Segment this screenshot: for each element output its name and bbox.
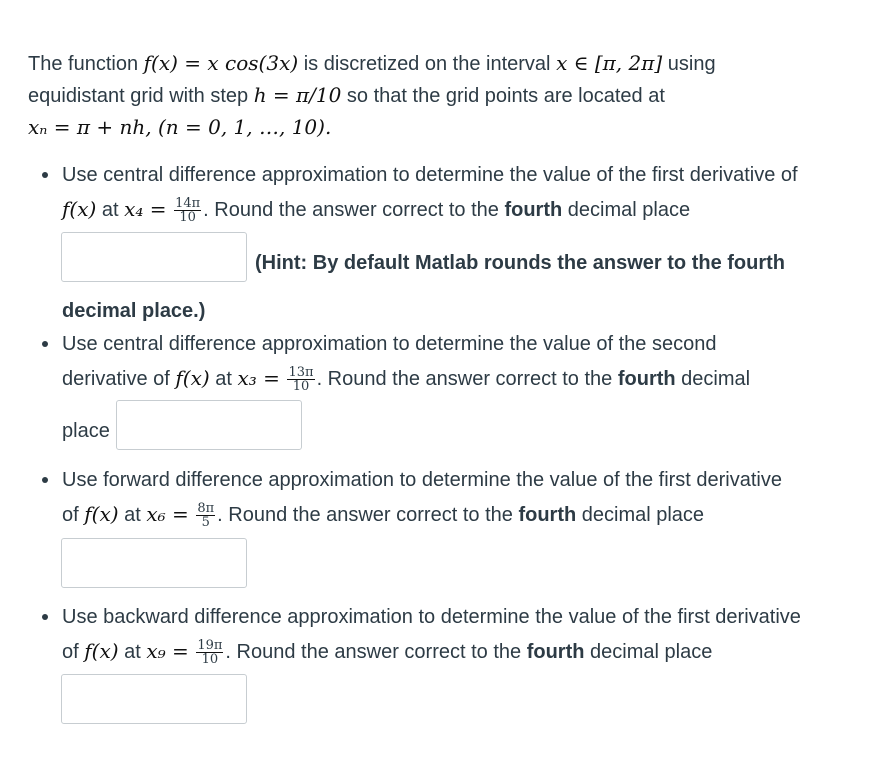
q2-text: derivative of bbox=[62, 368, 176, 390]
q3-text: . Round the answer correct to the bbox=[217, 504, 519, 526]
q1-fraction bbox=[174, 197, 201, 224]
q2-text: at bbox=[209, 368, 238, 390]
q1-line-2 bbox=[62, 196, 690, 224]
bullet-2 bbox=[42, 341, 48, 347]
q4-text: at bbox=[118, 641, 147, 663]
q4-bold: fourth bbox=[526, 641, 585, 663]
q2-text: . Round the answer correct to the bbox=[316, 368, 618, 390]
frac-denominator: 10 bbox=[292, 379, 310, 395]
q2-bold: fourth bbox=[617, 368, 676, 390]
q1-hint-line-1 bbox=[255, 250, 785, 276]
q1-line-1: Use central difference approximation to determine the value of the first derivative of bbox=[62, 164, 798, 186]
q2-text: decimal bbox=[675, 368, 751, 390]
q1-hint: decimal place.) bbox=[62, 300, 206, 322]
q3-point: x₆ = bbox=[146, 502, 189, 526]
intro-text: using bbox=[662, 53, 716, 75]
bullet-1 bbox=[42, 172, 48, 178]
q2-line-2 bbox=[62, 365, 750, 393]
frac-denominator: 10 bbox=[179, 210, 196, 226]
q1-hint-line-2 bbox=[62, 298, 205, 324]
grid-formula: xₙ = π + nh, (n = 0, 1, …, 10). bbox=[28, 115, 332, 139]
intro-text: The function bbox=[28, 53, 144, 75]
intro-text: equidistant grid with step bbox=[28, 85, 254, 107]
intro-text: so that the grid points are located at bbox=[341, 85, 665, 107]
bullet-3 bbox=[42, 477, 48, 483]
q4-point: x₉ = bbox=[146, 639, 189, 663]
frac-numerator: 8π bbox=[197, 501, 215, 517]
answer-input-4[interactable] bbox=[61, 674, 247, 724]
function-symbol: f(x) bbox=[84, 639, 119, 663]
intro-text: is discretized on the interval bbox=[298, 53, 557, 75]
q1-text: decimal place bbox=[562, 199, 691, 221]
q3-text: at bbox=[118, 504, 147, 526]
q1-point: x₄ = bbox=[124, 197, 167, 221]
q2-fraction bbox=[287, 366, 314, 393]
interval-expression: x ∈ [π, 2π] bbox=[556, 51, 663, 75]
frac-denominator: 10 bbox=[201, 652, 219, 668]
step-expression: h = π/10 bbox=[253, 83, 342, 107]
frac-numerator: 14π bbox=[175, 196, 201, 212]
function-symbol: f(x) bbox=[84, 502, 119, 526]
q4-text: . Round the answer correct to the bbox=[225, 641, 527, 663]
function-definition: = x cos(3x) bbox=[177, 51, 299, 75]
q4-text: of bbox=[62, 641, 85, 663]
function-symbol: f(x) bbox=[62, 197, 97, 221]
q3-text: of bbox=[62, 504, 85, 526]
q3-bold: fourth bbox=[518, 504, 577, 526]
q1-text: at bbox=[96, 199, 125, 221]
q4-line-2 bbox=[62, 638, 712, 666]
q4-text: decimal place bbox=[584, 641, 713, 663]
intro-line-1 bbox=[28, 50, 716, 77]
function-symbol: f(x) bbox=[143, 51, 178, 75]
answer-input-3[interactable] bbox=[61, 538, 247, 588]
function-symbol: f(x) bbox=[175, 366, 210, 390]
frac-denominator: 5 bbox=[201, 515, 210, 531]
q1-hint: (Hint: By default Matlab rounds the answer to the fourth bbox=[255, 252, 785, 274]
q4-fraction bbox=[196, 639, 223, 666]
q2-point: x₃ = bbox=[237, 366, 280, 390]
answer-input-1[interactable] bbox=[61, 232, 247, 282]
frac-numerator: 19π bbox=[197, 638, 223, 654]
intro-line-3 bbox=[28, 114, 331, 141]
q3-line-2 bbox=[62, 501, 704, 529]
q4-line-1: Use backward difference approximation to determine the value of the first derivative bbox=[62, 606, 801, 628]
bullet-4 bbox=[42, 614, 48, 620]
q3-text: decimal place bbox=[576, 504, 705, 526]
answer-input-2[interactable] bbox=[116, 400, 302, 450]
frac-numerator: 13π bbox=[288, 365, 314, 381]
q1-text: . Round the answer correct to the bbox=[203, 199, 505, 221]
intro-line-2 bbox=[28, 82, 665, 109]
q3-line-1: Use forward difference approximation to determine the value of the first derivative bbox=[62, 469, 782, 491]
q3-fraction bbox=[196, 502, 215, 529]
q2-place-label: place bbox=[62, 420, 110, 442]
q1-bold: fourth bbox=[504, 199, 563, 221]
q2-line-1: Use central difference approximation to determine the value of the second bbox=[62, 333, 717, 355]
